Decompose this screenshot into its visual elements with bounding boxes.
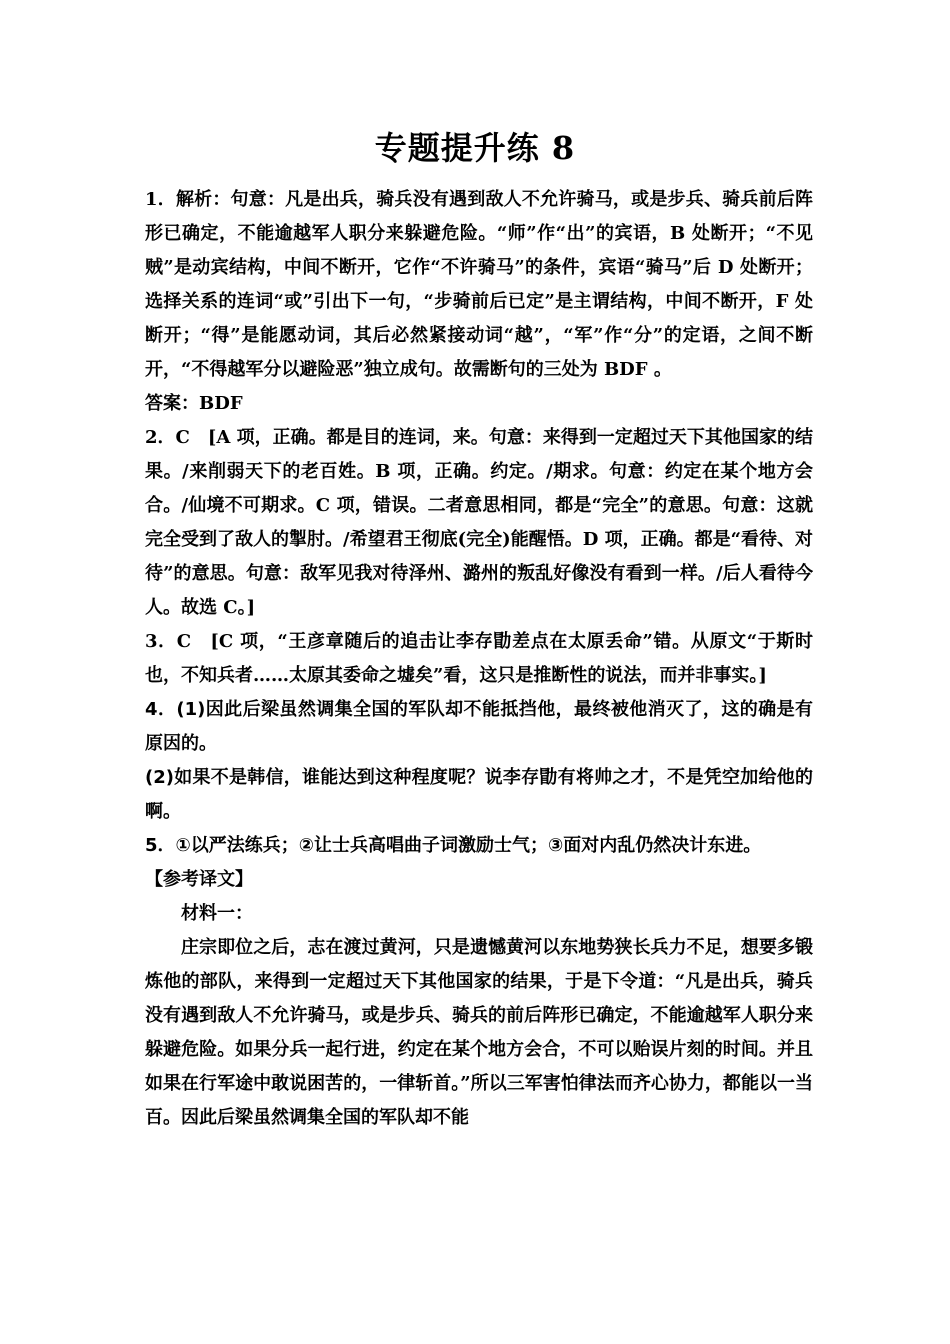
answer-1-result: 答案：BDF [145, 393, 243, 414]
translation-heading: 【参考译文】 [145, 869, 253, 890]
page-title: 专题提升练 8 [374, 129, 576, 167]
answer-5: 5．①以严法练兵；②让士兵高唱曲子词激励士气；③面对内乱仍然决计东进。 [145, 835, 762, 856]
answer-3: 3．C [C 项，“王彦章随后的追击让李存勖差点在太原丢命”错。从原文“于斯时也，不知兵者……太原其委命之墟矣”看，这只是推断性的说法，而并非事实。] [145, 631, 813, 686]
material-heading: 材料一： [181, 903, 253, 924]
document-body [145, 183, 813, 1135]
answer-2: 2．C [A 项，正确。都是目的连词，来。句意：来得到一定超过天下其他国家的结果。/来削弱天下的老百姓。B 项，正确。约定。/期求。句意：约定在某个地方会合。/仙境不可期求。C 项，错误。二者意思相同，都是“完全”的意思。句意：这就完全受到了敌人的掣肘。/希望君王彻底(完全)能醒悟。D 项，正确。都是“看待、对待”的意思。句意：敌军见我对待泽州、潞州的叛乱好像没有看到一样。/后人看待今人。故选 C。] [145, 427, 813, 618]
translation-body: 庄宗即位之后，志在渡过黄河，只是遗憾黄河以东地势狭长兵力不足，想要多锻炼他的部队，来得到一定超过天下其他国家的结果，于是下令道：“凡是出兵，骑兵没有遇到敌人不允许骑马，或是步兵、骑兵的前后阵形已确定，不能逾越军人职分来躲避危险。如果分兵一起行进，约定在某个地方会合，不可以贻误片刻的时间。并且如果在行军途中敢说困苦的，一律斩首。”所以三军害怕律法而齐心协力，都能以一当百。因此后梁虽然调集全国的军队却不能 [145, 937, 813, 1128]
answer-4-part-1: 4．(1)因此后梁虽然调集全国的军队却不能抵挡他，最终被他消灭了，这的确是有原因的。 [145, 699, 813, 754]
answer-4-part-2: (2)如果不是韩信，谁能达到这种程度呢？说李存勖有将帅之才，不是凭空加给他的啊。 [145, 767, 813, 822]
answer-1-explanation: 1．解析：句意：凡是出兵，骑兵没有遇到敌人不允许骑马，或是步兵、骑兵前后阵形已确定，不能逾越军人职分来躲避危险。“师”作“出”的宾语，B 处断开；“不见贼”是动宾结构，中间不断开，它作“不许骑马”的条件，宾语“骑马”后 D 处断开；选择关系的连词“或”引出下一句，“步骑前后已定”是主谓结构，中间不断开，F 处断开；“得”是能愿动词，其后必然紧接动词“越”，“军”作“分”的定语，之间不断开，“不得越军分以避险恶”独立成句。故需断句的三处为 BDF 。 [145, 189, 813, 380]
